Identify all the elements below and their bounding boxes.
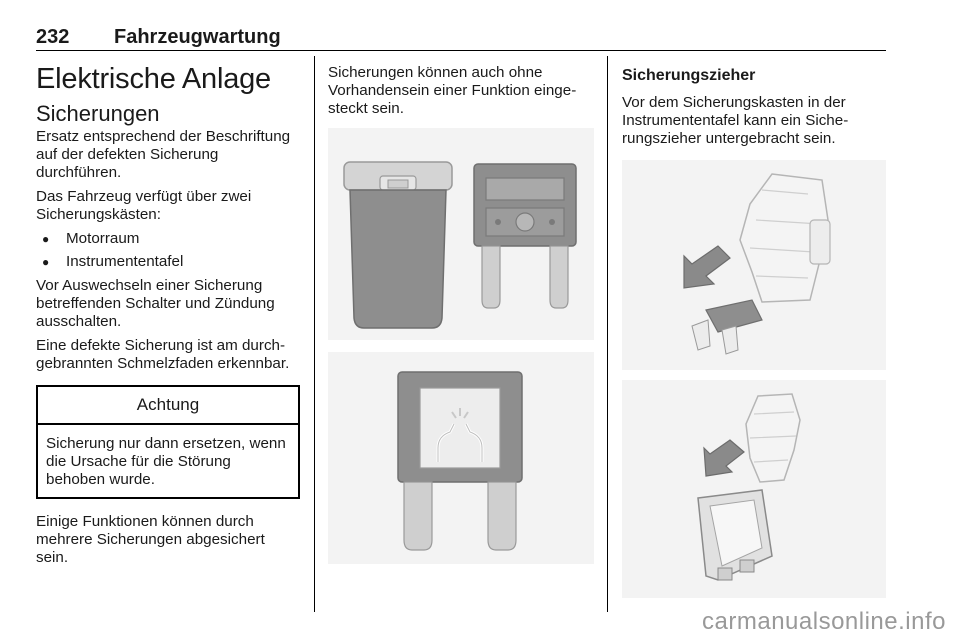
watermark: carmanualsonline.info bbox=[702, 608, 946, 635]
fuse-puller-illustration-svg bbox=[622, 160, 886, 370]
subsection-heading: Sicherungszieher bbox=[622, 67, 756, 84]
list-item: ● Instrumententafel bbox=[36, 253, 300, 271]
fuse-puller-usage-illustration bbox=[622, 380, 886, 598]
fuse-illustration-svg bbox=[328, 128, 594, 340]
page-number: 232 bbox=[36, 26, 70, 48]
warning-text: Sicherung nur dann ersetzen, wenn die Ursache für die Störung behoben wurde. bbox=[46, 435, 286, 488]
paragraph: Einige Funktionen können durch mehrere Sicherungen abgesichert sein. bbox=[36, 513, 265, 566]
warning-body bbox=[38, 425, 298, 497]
fuse-puller-illustration bbox=[622, 160, 886, 370]
blown-fuse-illustration-svg bbox=[328, 352, 594, 564]
column-divider bbox=[314, 56, 315, 612]
subsection-title: Sicherungen bbox=[36, 101, 160, 126]
column-middle bbox=[328, 56, 594, 124]
paragraph: Eine defekte Sicherung ist am durchgebrannten Schmelzfaden erkennbar. bbox=[36, 337, 290, 372]
column-left bbox=[36, 56, 300, 573]
warning-box bbox=[36, 385, 300, 499]
warning-title: Achtung bbox=[38, 387, 298, 425]
paragraph: Ersatz entsprechend der Beschriftung auf der defekten Sicherung durchführen. bbox=[36, 128, 291, 181]
paragraph: Vor Auswechseln einer Sicherung betreffenden Schalter und Zündung ausschalten. bbox=[36, 277, 275, 330]
header-rule bbox=[36, 50, 886, 51]
section-title: Elektrische Anlage bbox=[36, 63, 271, 95]
list-item: ● Motorraum bbox=[36, 230, 300, 248]
blown-fuse-illustration bbox=[328, 352, 594, 564]
fuse-puller-usage-svg bbox=[622, 380, 886, 598]
page-header bbox=[36, 26, 886, 52]
fuse-illustration bbox=[328, 128, 594, 340]
column-right bbox=[622, 56, 886, 154]
paragraph: Das Fahrzeug verfügt über zwei Sicherungskästen: bbox=[36, 188, 252, 223]
running-title: Fahrzeugwartung bbox=[114, 26, 281, 48]
fuse-box-list bbox=[36, 230, 300, 271]
paragraph: Vor dem Sicherungskasten in der Instrumententafel kann ein Sicherungszieher untergebracht sein. bbox=[622, 94, 849, 147]
paragraph: Sicherungen können auch ohne Vorhandensein einer Funktion eingesteckt sein. bbox=[328, 64, 577, 117]
column-divider bbox=[607, 56, 608, 612]
